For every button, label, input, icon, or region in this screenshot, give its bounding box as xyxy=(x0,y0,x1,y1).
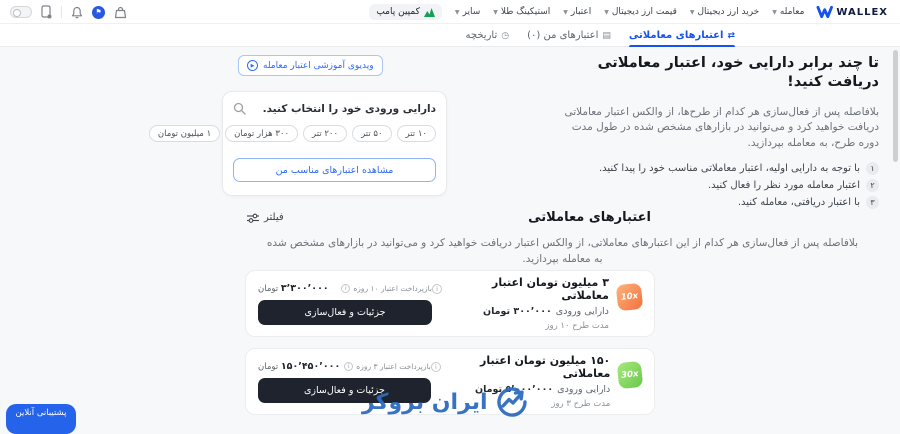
toggle-knob xyxy=(13,9,21,17)
hero-text-block xyxy=(549,54,879,213)
step-text: اعتبار معامله مورد نظر را فعال کنید. xyxy=(707,179,860,191)
credit-card-3m xyxy=(245,270,655,337)
campaign-mountain-icon xyxy=(424,8,435,17)
iranbroker-watermark xyxy=(362,385,529,419)
step-text: با توجه به دارایی اولیه، اعتبار معاملاتی مناسب خود را پیدا کنید. xyxy=(598,162,860,174)
nav-item-buy-crypto[interactable]: خرید ارز دیجیتال ▼ xyxy=(689,7,760,17)
step-item xyxy=(549,179,879,192)
chevron-down-icon: ▼ xyxy=(563,8,568,16)
play-icon: ▶ xyxy=(247,60,258,71)
info-icon[interactable]: i xyxy=(341,284,350,293)
history-clock-icon: ◷ xyxy=(501,30,510,41)
filter-sliders-icon xyxy=(247,213,259,223)
search-icon xyxy=(233,102,246,115)
card-info-group xyxy=(432,276,642,331)
my-credits-icon: ▤ xyxy=(602,30,611,41)
asset-search-input[interactable] xyxy=(233,102,436,115)
repayment-row: بازپرداخت اعتبار ۳ روزه i ۱۵۰٬۴۵۰٬۰۰۰ تومان xyxy=(258,360,431,372)
card-action-group xyxy=(258,283,432,325)
credits-tab-icon: ⇄ xyxy=(727,30,735,41)
tab-history[interactable]: ◷ تاریخچه xyxy=(465,30,510,41)
page-title: تا چند برابر دارایی خود، اعتبار معاملاتی دریافت کنید! xyxy=(597,55,879,90)
steps-list xyxy=(549,162,879,209)
chip-200-tether[interactable]: ۲۰۰ تتر xyxy=(303,125,347,142)
nav-item-other[interactable]: سایر ▼ xyxy=(454,7,481,17)
nav-item-gold-staking[interactable]: استیکینگ طلا ▼ xyxy=(493,7,551,17)
scrollbar[interactable] xyxy=(893,50,898,162)
details-activate-button[interactable]: جزئیات و فعال‌سازی xyxy=(258,300,432,325)
info-icon[interactable]: i xyxy=(432,284,442,294)
info-icon[interactable]: i xyxy=(344,362,353,371)
support-chat-button[interactable]: پشتیبانی آنلاین xyxy=(6,404,76,434)
step-number: ۱ xyxy=(866,162,879,175)
wallex-wordmark: WALLEX xyxy=(836,6,888,18)
plan-duration: مدت طرح ۱۰ روز xyxy=(545,321,609,331)
step-item xyxy=(549,162,879,175)
multiplier-badge: 10x xyxy=(616,283,644,311)
filter-button[interactable]: فیلتر xyxy=(247,212,284,223)
step-number: ۲ xyxy=(866,179,879,192)
wallex-logo-icon xyxy=(817,6,832,18)
card-title: ۳ میلیون تومان اعتبار معاملاتی xyxy=(492,276,609,302)
plan-duration: مدت طرح ۳ روز xyxy=(551,399,611,409)
pump-campaign-button[interactable]: کمپین پامپ xyxy=(369,4,442,20)
divider xyxy=(61,6,62,18)
details-activate-button[interactable]: جزئیات و فعال‌سازی xyxy=(258,378,431,403)
watermark-logo-icon xyxy=(495,385,529,419)
chevron-down-icon: ▼ xyxy=(493,8,498,16)
section-title: اعتبارهای معاملاتی xyxy=(528,210,651,225)
view-suitable-credits-button[interactable]: مشاهده اعتبارهای مناسب من xyxy=(233,158,436,182)
top-navbar xyxy=(0,0,900,24)
step-number: ۳ xyxy=(866,196,879,209)
tab-trading-credits[interactable]: ⇄ اعتبارهای معاملاتی xyxy=(629,24,735,47)
notification-bell-icon[interactable] xyxy=(71,6,83,19)
tutorial-video-button[interactable]: ویدیوی آموزشی اعتبار معامله ▶ xyxy=(238,55,383,76)
chevron-down-icon: ▼ xyxy=(604,8,609,16)
input-asset-row: دارایی ورودی ۳۰۰٬۰۰۰ تومان xyxy=(483,306,609,317)
wallet-bag-icon[interactable] xyxy=(114,6,127,19)
chip-10-tether[interactable]: ۱۰ تتر xyxy=(397,125,436,142)
multiplier-badge: 30x xyxy=(617,361,643,389)
chevron-down-icon: ▼ xyxy=(772,8,777,16)
nav-item-trade[interactable]: معامله ▼ xyxy=(772,7,805,17)
input-asset-row: دارایی ورودی ۵٬۰۰۰٬۰۰۰ تومان xyxy=(474,384,611,395)
nav-item-credit[interactable]: اعتبار ▼ xyxy=(563,7,592,17)
chevron-down-icon: ▼ xyxy=(454,8,460,16)
info-icon[interactable]: i xyxy=(431,362,441,372)
tab-my-credits[interactable]: ▤ اعتبارهای من (۰) xyxy=(527,30,611,41)
chip-50-tether[interactable]: ۵۰ تتر xyxy=(352,125,391,142)
asset-selector-card xyxy=(157,91,447,196)
card-title: ۱۵۰ میلیون تومان اعتبار معاملاتی xyxy=(479,354,611,380)
watermark-text: ایران بروکر xyxy=(362,389,488,415)
flag-icon: ⚑ xyxy=(95,8,102,16)
tabs-group xyxy=(466,24,735,47)
navbar-right-group xyxy=(369,0,888,24)
repayment-row: بازپرداخت اعتبار ۱۰ روزه i ۳٬۳۰۰٬۰۰۰ تومان xyxy=(258,282,432,294)
step-text: با اعتبار دریافتی، معامله کنید. xyxy=(737,196,860,208)
credits-subnav xyxy=(0,24,900,47)
theme-toggle[interactable] xyxy=(10,6,32,18)
step-item xyxy=(549,196,879,209)
quick-amount-chips xyxy=(157,125,436,142)
chevron-down-icon: ▼ xyxy=(689,8,695,16)
section-description: بلافاصله پس از فعال‌سازی هر کدام از این اعتبارهای معاملاتی، از والکس اعتبار دریافت خواهید کرد و می‌توانید در بازارهای مشخص شده به معامله بپردازید. xyxy=(266,237,859,266)
avatar[interactable] xyxy=(92,6,105,19)
mobile-app-icon[interactable] xyxy=(41,5,52,19)
asset-search-placeholder: دارایی ورودی خود را انتخاب کنید. xyxy=(262,102,436,115)
chip-1m-toman[interactable]: ۱ میلیون تومان xyxy=(149,125,220,142)
nav-item-crypto-price[interactable]: قیمت ارز دیجیتال ▼ xyxy=(604,7,677,17)
chip-300k-toman[interactable]: ۳۰۰ هزار تومان xyxy=(225,125,298,142)
navbar-left-group xyxy=(10,0,127,24)
hero-description: بلافاصله پس از فعال‌سازی هر کدام از طرح‌ها، از والکس اعتبار معاملاتی دریافت خواهید کرد و می‌توانید در بازارهای مشخص شده در طول مدت دوره طرح، به معامله بپردازید. xyxy=(564,105,879,150)
wallex-logo[interactable] xyxy=(817,6,888,18)
